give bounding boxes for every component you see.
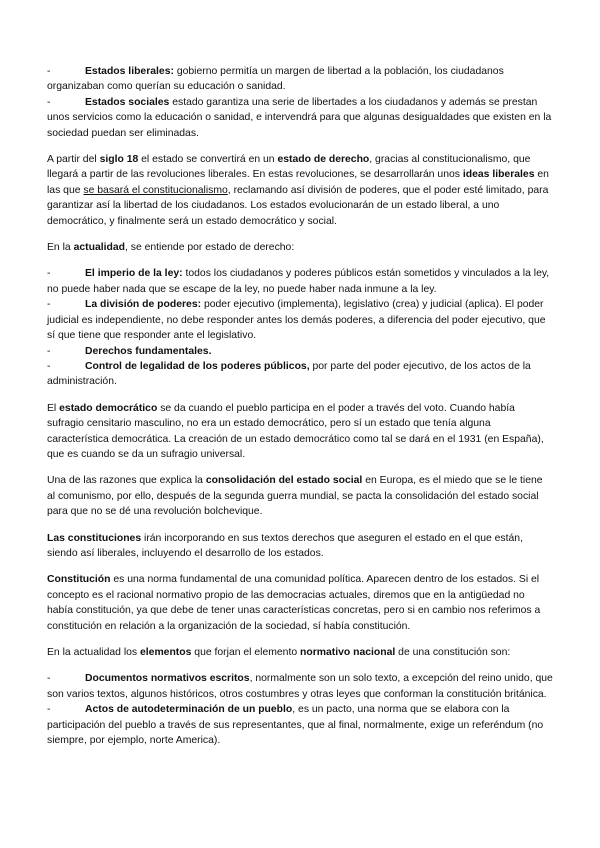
- paragraph-estado-de-derecho: A partir del siglo 18 el estado se convertirá en un estado de derecho, gracias al constitucionalismo, que llegará a partir de las revoluciones liberales. En estas revoluciones, se desarrollarán unos ideas liberales en las que se basará el constitucionalismo, reclamando así división de poderes, que el poder esté limitado, para garantizar así la libertad de los ciudadanos. Los estados evolucionarán de un estado liberal, a uno democrático, y finalmente será un estado democrático y social.: [47, 154, 549, 227]
- paragraph-estado-democratico: El estado democrático se da cuando el pueblo participa en el poder a través del voto. Cuando había sufragio censitario masculino, no era un estado democrático, pero sí un estado que tenía alguna característica democrática. La creación de un estado democrático como tal se dará en el 1931 (en España), que es cuando se da un sufragio universal.: [47, 402, 544, 460]
- paragraph-constitucion: Constitución es una norma fundamental de una comunidad política. Aparecen dentro de los estados. Si el concepto es el racional normativo propio de las democracias actuales, diremos que en la antigüedad no había constitución, ya que debe de tener unas características concretas, pero si en cambio nos referimos a constitución en relación a la organización de la sociedad, sí había constitución.: [47, 574, 541, 632]
- list-item: - Estados sociales estado garantiza una serie de libertades a los ciudadanos y además se prestan unos servicios como la educación o sanidad, e intervendrá para que algunas desigualdades que existen en la sociedad puedan ser eliminadas.: [47, 96, 552, 139]
- list-item: - Estados liberales: gobierno permitía un margen de libertad a la población, los ciudadanos organizaban como querían su educación o sanidad.: [47, 66, 504, 93]
- paragraph-elementos: En la actualidad los elementos que forjan el elemento normativo nacional de una constitución son:: [47, 647, 511, 658]
- rule-of-law-list: [47, 266, 553, 389]
- list-item: - Derechos fundamentales.: [47, 345, 212, 357]
- list-item: - Control de legalidad de los poderes públicos, por parte del poder ejecutivo, de los actos de la administración.: [47, 360, 531, 388]
- list-item: - La división de poderes: poder ejecutivo (implementa), legislativo (crea) y judicial (aplica). El poder judicial es independiente, no debe responder antes los demás poderes, a diferencia del poder ejecutivo, que sí que tiene que responder ante el legislativo.: [47, 299, 546, 342]
- list-item: - Actos de autodeterminación de un pueblo, es un pacto, una norma que se elabora con la participación del pueblo a través de sus representantes, que al final, normalmente, exige un referéndum (no siempre, por ejemplo, norte America).: [47, 704, 544, 747]
- list-item: - El imperio de la ley: todos los ciudadanos y poderes públicos están sometidos y vinculados a la ley, no puede haber nada que se escape de la ley, no puede haber nada inmune a la ley.: [47, 268, 550, 295]
- constitution-elements-list: [47, 671, 553, 748]
- list-item: - Documentos normativos escritos, normalmente son un solo texto, a excepción del reino unido, que son varios textos, algunos históricos, otros costumbres y otras leyes que conforman la constitución británica.: [47, 673, 553, 700]
- state-types-list: [47, 64, 553, 141]
- paragraph-estado-social: Una de las razones que explica la consolidación del estado social en Europa, es el miedo que se le tiene al comunismo, por ello, después de la segunda guerra mundial, se pacta la consolidación del estado social para que no se dé una revolución bolchevique.: [47, 475, 543, 518]
- paragraph-constituciones: Las constituciones irán incorporando en sus textos derechos que aseguren el estado en el que están, siendo así liberales, incluyendo el desarrollo de los estados.: [47, 532, 523, 559]
- paragraph-actualidad: En la actualidad, se entiende por estado de derecho:: [47, 242, 295, 254]
